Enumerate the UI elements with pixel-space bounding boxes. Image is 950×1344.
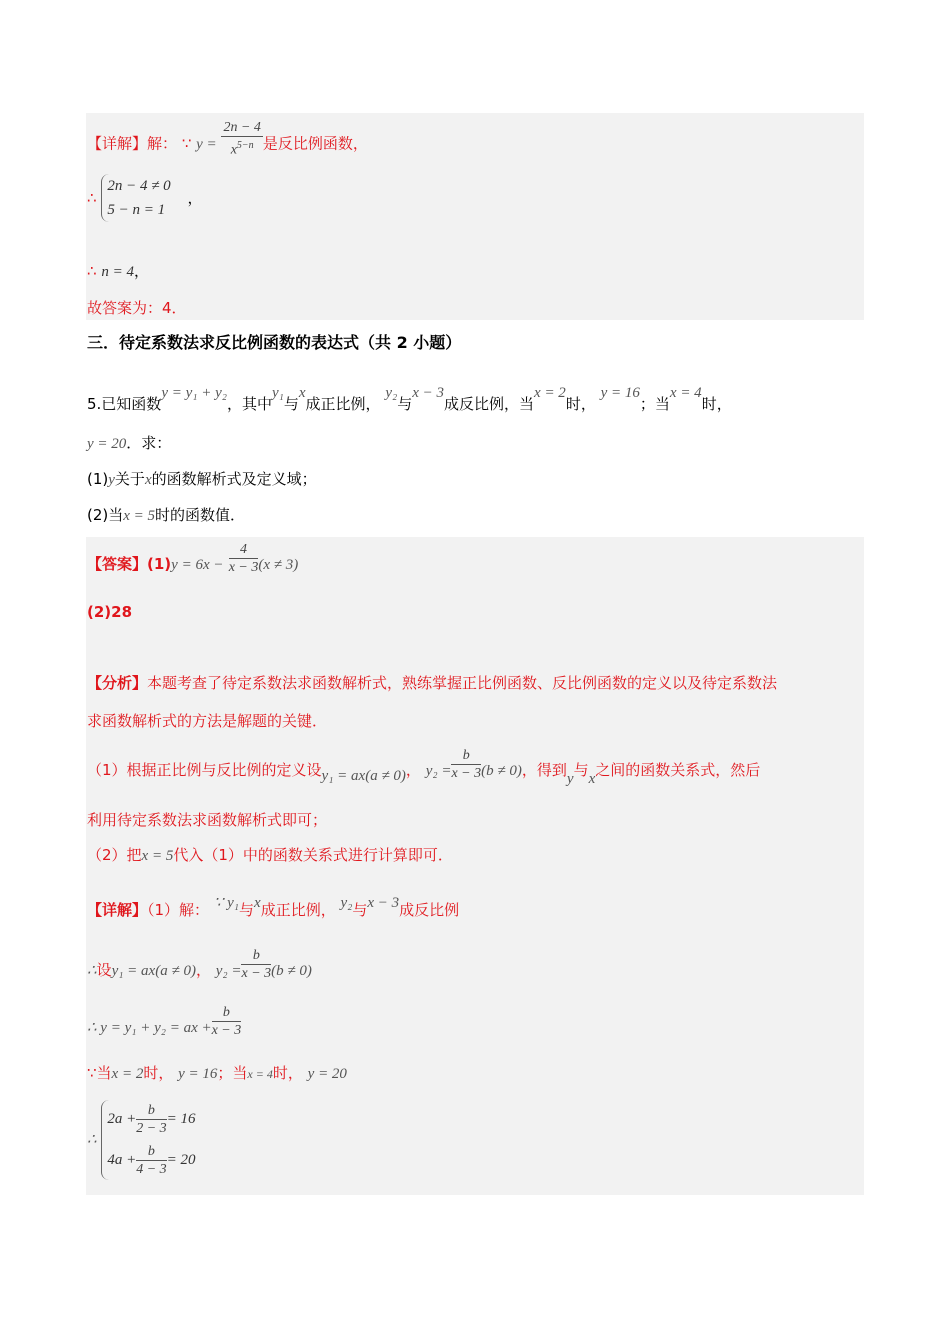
math: y₁ = ax(a ≠ 0) [321, 768, 406, 784]
math: x = 5 [123, 508, 156, 524]
therefore-symbol: ∴ [87, 189, 97, 207]
text: 时， [565, 395, 596, 413]
text: 解： [147, 134, 178, 153]
math: y [566, 771, 574, 787]
text: 时， [272, 1064, 303, 1082]
math: y = 16 [600, 385, 640, 401]
equation: 5 − n = 1 [107, 202, 166, 218]
text: 是反比例函数， [262, 134, 368, 153]
text: ，得到 [521, 761, 567, 779]
math: y = y₁ + y₂ [161, 385, 227, 401]
math: x = 2 [111, 1066, 144, 1082]
answer-line: 故答案为：4． [87, 299, 187, 317]
detail-line-4 [87, 1063, 347, 1084]
detail-system [87, 1100, 196, 1180]
math: 2a + [107, 1110, 137, 1127]
math: (b ≠ 0) [271, 963, 312, 979]
text: 本题考查了待定系数法求函数解析式，熟练掌握正比例函数、反比例函数的定义以及待定系数法 [147, 674, 778, 692]
answer-line-1 [87, 542, 299, 576]
text: ， [405, 761, 421, 779]
math: x [298, 385, 306, 401]
numerator: b [451, 747, 481, 765]
math: x [588, 771, 596, 787]
text: 与 [397, 395, 413, 413]
detail-line-1 [87, 893, 459, 920]
because-symbol: ∵ [181, 134, 192, 153]
text: ， [187, 189, 203, 207]
text: 代入（1）中的函数关系式进行计算即可． [173, 846, 453, 864]
math: ∴ y = y₁ + y₂ = ax + [87, 1020, 212, 1036]
text: (2)当 [87, 506, 124, 524]
text: 成正比例， [260, 901, 336, 919]
math: y₁ [271, 385, 284, 401]
text: ，其中 [226, 395, 272, 413]
system-line [87, 174, 202, 222]
numerator: b [212, 1004, 242, 1022]
detail-tag: 【详解】 [87, 901, 148, 919]
text: 与 [352, 901, 368, 919]
detail-tag: 【详解】 [87, 134, 148, 153]
text: 成正比例， [305, 395, 381, 413]
text: 与 [283, 395, 299, 413]
math: x = 4 [669, 385, 702, 401]
text: ；当 [217, 1064, 248, 1082]
math: y [108, 472, 115, 488]
math: y = [196, 136, 217, 153]
math: = 20 [166, 1151, 196, 1168]
question-part-2 [87, 505, 245, 526]
denominator: x [230, 142, 237, 158]
text: 时， [701, 395, 732, 413]
text: ， [195, 961, 211, 979]
fraction [229, 541, 259, 576]
math: 4a + [107, 1151, 137, 1168]
text: 与 [573, 761, 589, 779]
question-part-1 [87, 469, 317, 490]
math: x = 2 [534, 385, 566, 401]
math: x = 5 [141, 848, 174, 864]
math: x [254, 895, 261, 911]
text: ∵当 [87, 1064, 112, 1082]
text: 之间的函数关系式，然后 [595, 761, 761, 779]
math: ∵ y₁ [213, 895, 240, 911]
text: 成反比例 [399, 901, 460, 919]
denominator: 2 − 3 [136, 1121, 167, 1136]
text: 关于 [114, 470, 145, 488]
math: (b ≠ 0) [481, 763, 522, 779]
question-line-2 [87, 433, 171, 454]
text: ， [133, 262, 149, 280]
fraction [241, 947, 271, 982]
denominator: 4 − 3 [136, 1162, 167, 1177]
answer-line-2: (2)28 [87, 603, 133, 621]
denominator: x − 3 [451, 766, 482, 781]
text: （2）把 [87, 846, 142, 864]
solution-panel-2 [86, 537, 864, 1195]
math: y₂ [340, 895, 353, 911]
text: 与 [239, 901, 255, 919]
math: x = 4 [247, 1067, 273, 1081]
fraction [221, 119, 262, 159]
math: y₂ [385, 385, 398, 401]
equation [107, 1102, 195, 1137]
detail-line-3 [87, 1005, 242, 1039]
math: y₂ = [215, 963, 242, 979]
section-title: 三．待定系数法求反比例函数的表达式（共 2 小题） [87, 333, 462, 352]
numerator: b [136, 1102, 166, 1120]
result-line: ∴ n = 4， [87, 262, 149, 280]
equation: 2n − 4 ≠ 0 [107, 178, 171, 194]
math: n = 4 [101, 264, 134, 280]
text: 时的函数值． [155, 506, 246, 524]
answer-tag: 【答案】 [87, 555, 148, 573]
therefore-symbol: ∴ [87, 963, 97, 979]
text: 设 [96, 961, 112, 979]
analysis-line-4: 利用待定系数法求函数解析式即可； [87, 811, 328, 829]
fraction [136, 1143, 166, 1178]
denominator: x − 3 [228, 560, 259, 575]
numerator: 2n − 4 [223, 120, 261, 135]
denominator: x − 3 [241, 966, 272, 981]
math: (x ≠ 3) [258, 557, 299, 573]
equation-system [101, 174, 170, 222]
text: ．求： [126, 434, 172, 452]
fraction [136, 1102, 166, 1137]
math: y = 20 [307, 1066, 347, 1082]
text: 5.已知函数 [87, 395, 162, 413]
text: (1) [147, 555, 172, 573]
math: x − 3 [412, 385, 445, 401]
math: y = 16 [178, 1066, 218, 1082]
math: = 16 [166, 1110, 196, 1127]
detail-line-2 [87, 948, 312, 982]
detail-line [87, 120, 368, 159]
text: ；当 [639, 395, 670, 413]
question-line-1 [87, 383, 732, 414]
equation [107, 1143, 195, 1178]
math: y₂ = [425, 763, 452, 779]
analysis-line-5 [87, 845, 453, 866]
analysis-line-1 [87, 673, 777, 693]
text: 时， [143, 1064, 174, 1082]
text: （1）根据正比例与反比例的定义设 [87, 761, 322, 779]
numerator: b [136, 1143, 166, 1161]
text: 成反比例，当 [444, 395, 535, 413]
analysis-tag: 【分析】 [87, 674, 148, 692]
analysis-line-2: 求函数解析式的方法是解题的关键． [87, 712, 328, 730]
text: 的函数解析式及定义域； [151, 470, 317, 488]
text: （1）解： [147, 901, 210, 919]
fraction [212, 1004, 242, 1039]
analysis-line-3 [87, 748, 761, 789]
math: y = 6x − [171, 557, 224, 573]
equation-system [101, 1100, 195, 1180]
math: y₁ = ax(a ≠ 0) [111, 963, 196, 979]
math: y = 20 [87, 436, 127, 452]
therefore-symbol: ∴ [87, 1132, 97, 1148]
numerator: 4 [229, 541, 259, 559]
text: (1) [87, 470, 109, 488]
math: x − 3 [367, 895, 400, 911]
denominator: x − 3 [211, 1023, 242, 1038]
math: x [144, 472, 152, 488]
exponent: 5−n [236, 140, 254, 151]
numerator: b [241, 947, 271, 965]
fraction [451, 747, 481, 782]
